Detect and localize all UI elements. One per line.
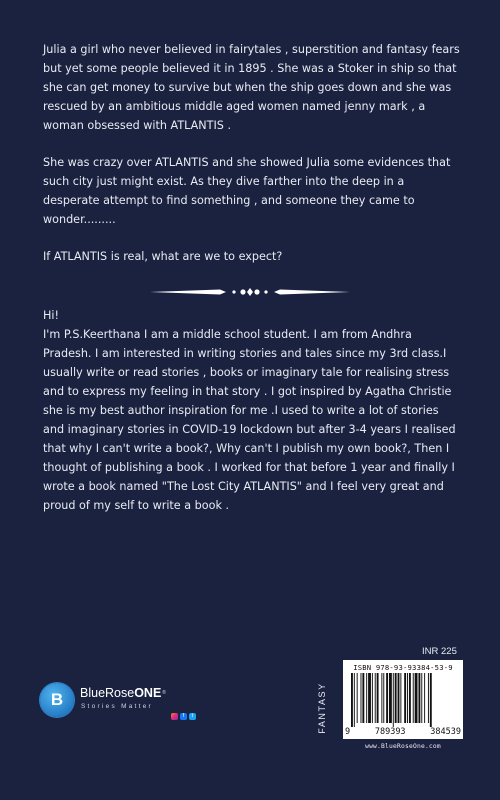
barcode-bar <box>421 673 422 723</box>
author-bio <box>43 306 463 515</box>
genre-label <box>312 668 332 748</box>
barcode-digits <box>345 727 461 737</box>
barcode-bar <box>424 673 425 723</box>
barcode-bar <box>415 673 418 723</box>
barcode-bar <box>428 673 429 723</box>
website-url: www.BlueRoseOne.com <box>365 743 441 750</box>
price-label: INR 225 <box>422 646 457 657</box>
barcode-bar <box>381 673 382 723</box>
barcode-bar <box>398 673 400 723</box>
registered-mark: ® <box>162 690 166 696</box>
blurb-paragraph-2: She was crazy over ATLANTIS and she showed Julia some evidences that such city just might exist. As they dive farther into the deep in a desperate attempt to find something , and someone they came to wonder......... <box>43 156 451 226</box>
publisher-tagline: Stories Matter <box>81 703 153 710</box>
isbn-barcode <box>343 660 463 739</box>
barcode-bar <box>418 673 420 723</box>
barcode-bar <box>366 673 367 723</box>
barcode-bar <box>407 673 408 723</box>
barcode-bar <box>351 673 353 727</box>
publisher-logo-icon <box>40 683 74 717</box>
barcode-bar <box>386 673 388 723</box>
barcode-bar <box>393 673 394 727</box>
barcode-bar <box>377 673 379 723</box>
barcode-bar <box>400 673 401 723</box>
barcode-bar <box>413 673 414 723</box>
barcode-bar <box>395 673 397 723</box>
instagram-icon <box>171 713 178 720</box>
barcode-bar <box>361 673 362 723</box>
ornamental-divider <box>150 285 350 299</box>
facebook-icon: f <box>180 713 187 720</box>
isbn-number: ISBN 978-93-93384-53-9 <box>353 663 453 672</box>
bio-greeting: Hi! <box>43 309 60 322</box>
publisher-name <box>80 686 166 700</box>
logo-letter: B <box>50 690 64 709</box>
barcode-bar <box>389 673 392 723</box>
twitter-icon: t <box>189 713 196 720</box>
bio-text: I'm P.S.Keerthana I am a middle school student. I am from Andhra Pradesh. I am interested in writing stories and tales since my 3rd class.I usually write or read stories , books or imaginary tale for realising stress and to express my feeling in that story . I got inspired by Agatha Christie she is my best author inspiration for me .I used to write a lot of stories and imaginary stories in COVID-19 lockdown but after 3-4 years I realised that why I can't write a book?, Why can't I publish my own book?, Then I thought of publishing a book . I worked for that before 1 year and finally I wrote a book named "The Lost City ATLANTIS" and I feel very great and proud of my self to write a book . <box>43 328 456 512</box>
publisher-name-bold: ONE <box>134 686 162 700</box>
barcode-bar <box>404 673 406 723</box>
barcode-bar <box>383 673 384 723</box>
social-icons <box>171 713 196 720</box>
barcode-bar <box>372 673 373 723</box>
barcode-bar <box>357 673 358 723</box>
barcode-bar <box>430 673 432 727</box>
back-cover-blurb <box>43 40 463 284</box>
barcode-digit-group-2: 384539 <box>430 727 461 737</box>
blurb-paragraph-3: If ATLANTIS is real, what are we to expect? <box>43 250 283 263</box>
barcode-bar <box>375 673 376 723</box>
barcode-bar <box>362 673 364 723</box>
publisher-name-main: BlueRose <box>80 686 135 700</box>
barcode-digit-group-1: 789393 <box>374 727 406 737</box>
blurb-paragraph-1: Julia a girl who never believed in fairytales , superstition and fantasy fears but yet some people believed it in 1895 . She was a Stoker in ship so that she can get money to survive but when the ship goes down and she was rescued by an ambitious middle aged women named jenny mark , a woman obsessed with ATLANTIS . <box>43 43 460 132</box>
barcode-bars <box>347 673 459 727</box>
barcode-digit-prefix: 9 <box>345 727 351 737</box>
genre-text: FANTASY <box>317 682 328 734</box>
barcode-bar <box>354 673 355 727</box>
barcode-bar <box>368 673 371 723</box>
barcode-bar <box>409 673 411 723</box>
